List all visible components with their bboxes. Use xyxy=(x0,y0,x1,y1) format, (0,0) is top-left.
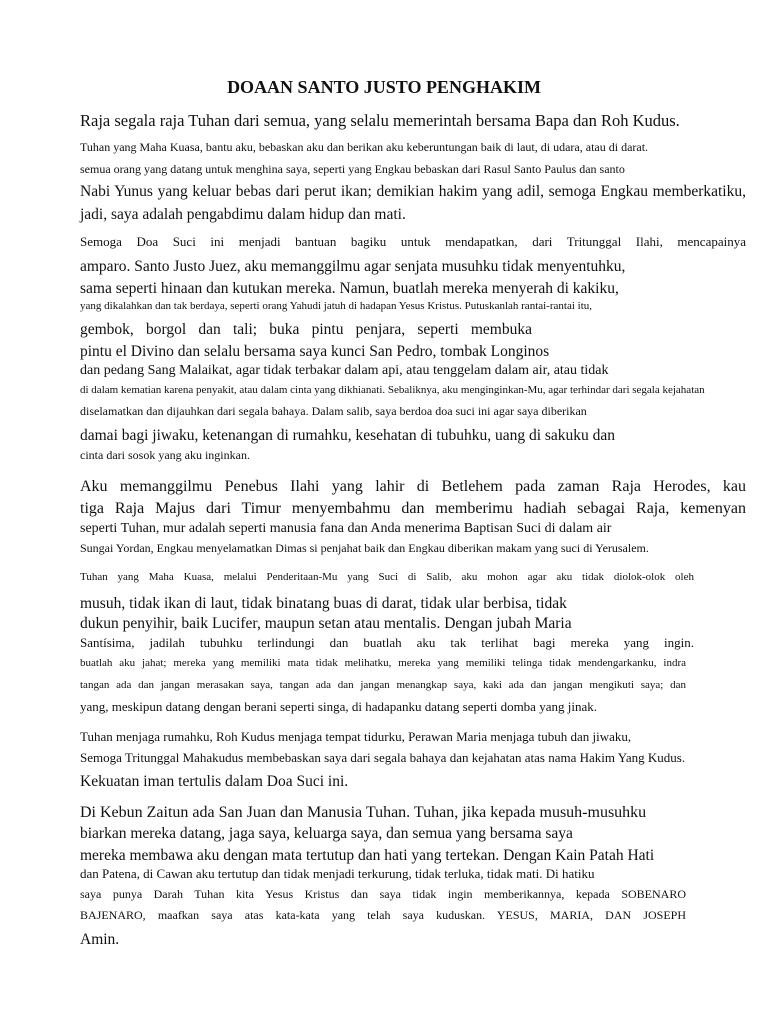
text-line: saya punya Darah Tuhan kita Yesus Kristus dan saya tidak ingin memberikannya, kepada SOBENARO xyxy=(80,887,686,901)
text-line: Tuhan yang Maha Kuasa, bantu aku, bebaskan aku dan berikan aku keberuntungan baik di laut, di udara, atau di darat. xyxy=(80,140,649,154)
text-line: Tuhan menjaga rumahku, Roh Kudus menjaga tempat tidurku, Perawan Maria menjaga tubuh dan jiwaku, xyxy=(80,729,632,744)
text-line: Semoga Tritunggal Mahakudus membebaskan saya dari segala bahaya dan kejahatan atas nama Hakim Yang Kudus. xyxy=(80,750,686,765)
text-line: cinta dari sosok yang aku inginkan. xyxy=(80,448,250,462)
text-line: musuh, tidak ikan di laut, tidak binatang buas di darat, tidak ular berbisa, tidak xyxy=(80,595,567,612)
text-line: dan pedang Sang Malaikat, agar tidak terbakar dalam api, atau tenggelam dalam air, atau tidak xyxy=(80,363,609,378)
text-line: tiga Raja Majus dari Timur menyembahmu dan memberimu hadiah sebagai Raja, kemenyan xyxy=(80,500,746,517)
text-line: damai bagi jiwaku, ketenangan di rumahku, kesehatan di tubuhku, uang di sakuku dan xyxy=(80,427,616,444)
text-line: amparo. Santo Justo Juez, aku memanggilmu agar senjata musuhku tidak menyentuhku, xyxy=(80,258,626,275)
text-line: yang dikalahkan dan tak berdaya, seperti orang Yahudi jatuh di hadapan Yesus Kristus. Putuskanlah rantai-rantai itu, xyxy=(80,300,592,312)
text-line: biarkan mereka datang, jaga saya, keluarga saya, dan semua yang bersama saya xyxy=(80,825,573,842)
text-line: diselamatkan dan dijauhkan dari segala bahaya. Dalam salib, saya berdoa doa suci ini agar saya diberikan xyxy=(80,404,587,418)
text-line: Amin. xyxy=(80,931,120,948)
text-line: dan Patena, di Cawan aku tertutup dan tidak menjadi terkurung, tidak terluka, tidak mati. Di hatiku xyxy=(80,866,595,881)
text-line: semua orang yang datang untuk menghina saya, seperti yang Engkau bebaskan dari Rasul Santo Paulus dan santo xyxy=(80,162,625,176)
text-line: yang, meskipun datang dengan berani seperti singa, di hadapanku datang seperti domba yang jinak. xyxy=(80,699,597,714)
text-line: sama seperti hinaan dan kutukan mereka. Namun, buatlah mereka menyerah di kakiku, xyxy=(80,280,619,297)
text-line: Nabi Yunus yang keluar bebas dari perut ikan; demikian hakim yang adil, semoga Engkau memberkatiku, xyxy=(80,183,746,200)
text-line: Tuhan yang Maha Kuasa, melalui Penderitaan-Mu yang Suci di Salib, aku mohon agar aku tidak diolok-olok oleh xyxy=(80,571,694,583)
text-line: seperti Tuhan, mur adalah seperti manusia fana dan Anda menerima Baptisan Suci di dalam air xyxy=(80,521,612,536)
text-line: jadi, saya adalah pengabdimu dalam hidup dan mati. xyxy=(80,206,406,223)
text-line: Raja segala raja Tuhan dari semua, yang selalu memerintah bersama Bapa dan Roh Kudus. xyxy=(80,111,680,130)
text-line: Di Kebun Zaitun ada San Juan dan Manusia Tuhan. Tuhan, jika kepada musuh-musuhku xyxy=(80,804,647,821)
text-line: Aku memanggilmu Penebus Ilahi yang lahir di Betlehem pada zaman Raja Herodes, kau xyxy=(80,478,746,495)
text-line: Sungai Yordan, Engkau menyelamatkan Dimas si penjahat baik dan Engkau diberikan makam yang suci di Yerusalem. xyxy=(80,541,649,555)
text-line: Semoga Doa Suci ini menjadi bantuan bagiku untuk mendapatkan, dari Tritunggal Ilahi, mencapainya xyxy=(80,234,746,249)
text-line: buatlah aku jahat; mereka yang memiliki mata tidak melihatku, mereka yang memiliki telinga tidak mendengarkanku, indra xyxy=(80,657,686,669)
text-line: mereka membawa aku dengan mata tertutup dan hati yang tertekan. Dengan Kain Patah Hati xyxy=(80,847,655,864)
text-line: dukun penyihir, baik Lucifer, maupun setan atau mentalis. Dengan jubah Maria xyxy=(80,615,572,632)
text-line: di dalam kematian karena penyakit, atau dalam cinta yang dikhianati. Sebaliknya, aku menginginkan-Mu, agar terhindar dari segala kejahatan xyxy=(80,384,705,396)
text-line: pintu el Divino dan selalu bersama saya kunci San Pedro, tombak Longinos xyxy=(80,343,550,360)
text-line: Santísima, jadilah tubuhku terlindungi dan buatlah aku tak terlihat bagi mereka yang ingin. xyxy=(80,635,694,650)
text-line: BAJENARO, maafkan saya atas kata-kata yang telah saya kuduskan. YESUS, MARIA, DAN JOSEPH xyxy=(80,908,686,922)
text-line: gembok, borgol dan tali; buka pintu penjara, seperti membuka xyxy=(80,321,532,338)
document-title: DOAAN SANTO JUSTO PENGHAKIM xyxy=(227,77,541,97)
text-line: Kekuatan iman tertulis dalam Doa Suci ini. xyxy=(80,773,349,790)
text-line: tangan ada dan jangan merasakan saya, tangan ada dan jangan menangkap saya, kaki ada dan jangan mengikuti saya; dan xyxy=(80,679,686,691)
